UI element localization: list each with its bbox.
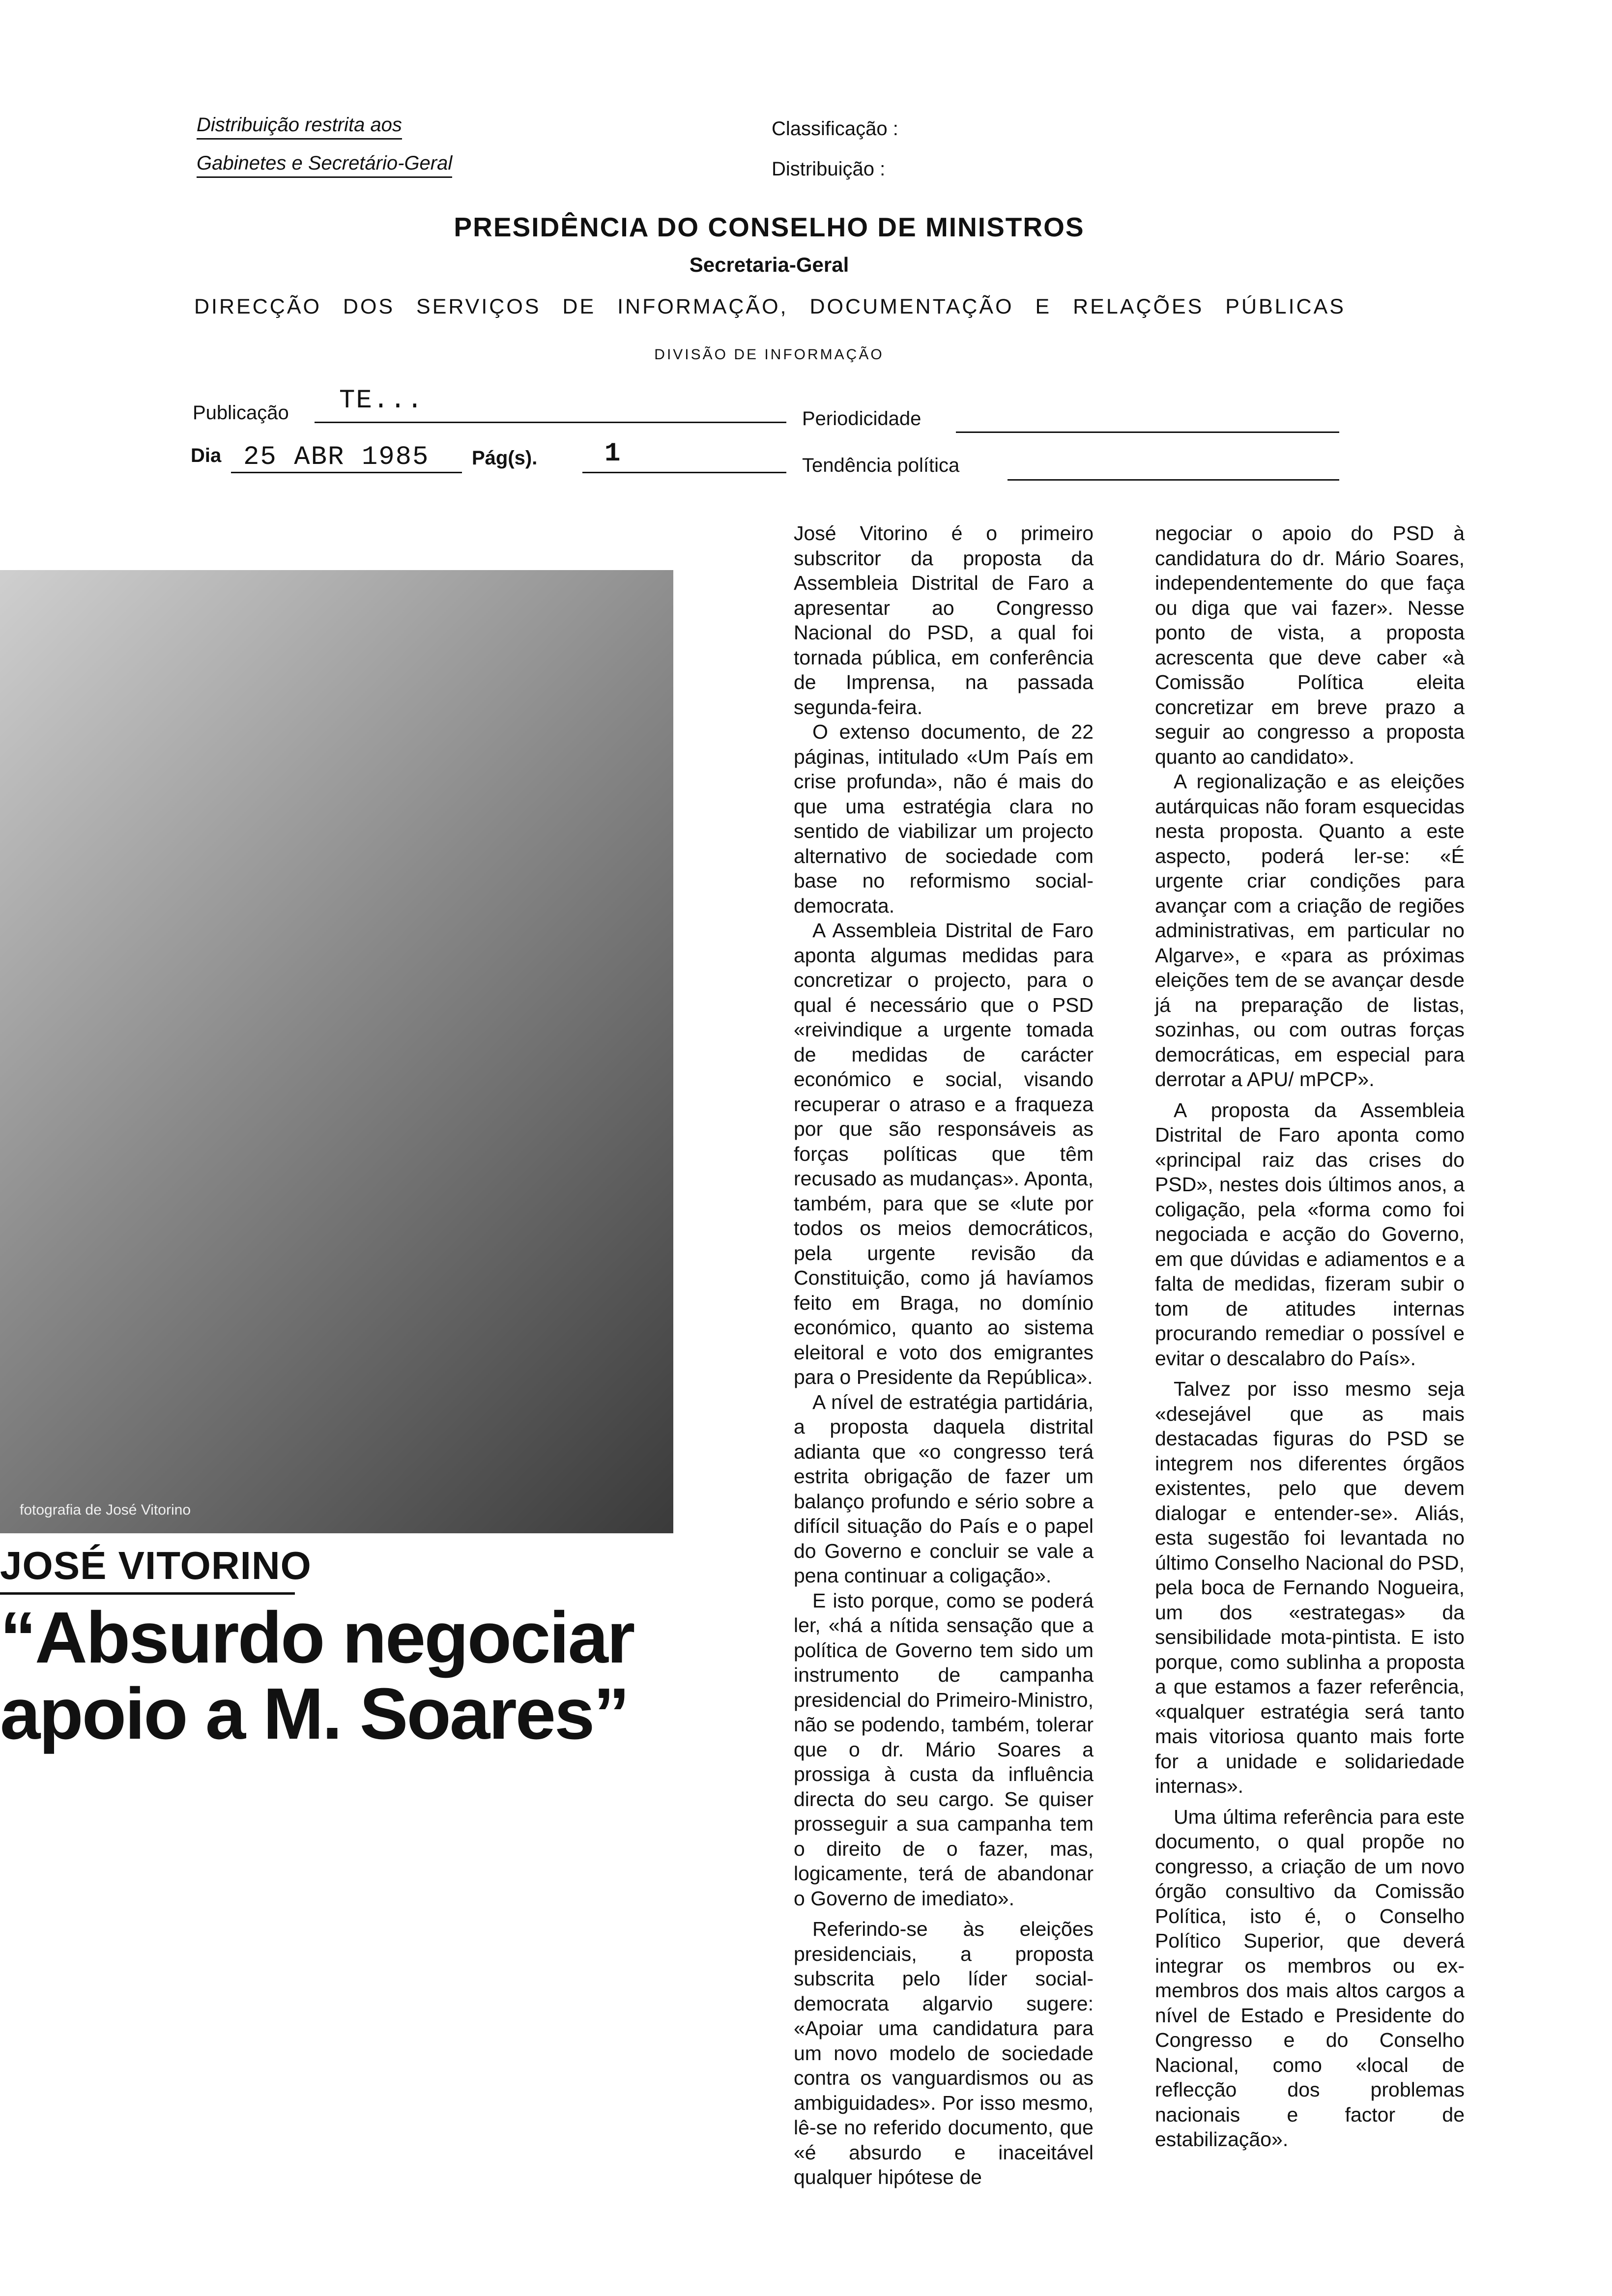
kicker-underline <box>0 1592 295 1595</box>
classificacao-label: Classificação : <box>772 118 898 140</box>
dia-label: Dia <box>191 445 222 466</box>
col1-paragraph: A nível de estratégia partidária, a proposta daquela distrital adianta que «o congresso terá estrita obrigação de fazer um balanço profundo e sério sobre a difícil situação do País e o papel do Governo e concluir se vale a pena continuar a coligação». <box>794 1390 1094 1587</box>
article-kicker: JOSÉ VITORINO <box>0 1544 312 1587</box>
publicacao-line <box>315 422 786 423</box>
pags-label: Pág(s). <box>472 447 538 469</box>
headline-line-2: apoio a M. Soares” <box>0 1673 629 1754</box>
col1-paragraph: O extenso documento, de 22 páginas, intitulado «Um País em crise profunda», não é mais do que uma estratégia clara no sentido de viabilizar um projecto alternativo de sociedade com base no reformismo social-democrata. <box>794 720 1094 917</box>
col1-paragraph: José Vitorino é o primeiro subscritor da proposta da Assembleia Distrital de Faro a apresentar ao Congresso Nacional do PSD, a qual foi tornada pública, em conferência de Imprensa, na passada segunda-feira. <box>794 522 1094 718</box>
col2-paragraph: A proposta da Assembleia Distrital de Faro aponta como «principal raiz das crises do PSD», nestes dois últimos anos, a coligação, pela «forma como foi negociada e acção do Governo, em que dúvidas e adiamentos e a falta de medidas, fizeram subir o tom de atitudes internas procurando remediar o possível e evitar o descalabro do País». <box>1155 1098 1465 1370</box>
periodicidade-line <box>956 431 1339 433</box>
col2-paragraph: Uma última referência para este documento, o qual propõe no congresso, a criação de um novo órgão consultivo da Comissão Política, isto é, o Conselho Político Superior, que deverá integrar os membros ou ex-membros dos mais altos cargos a nível de Estado e Presidente do Congresso e do Conselho Nacional, como «local de reflecção dos problemas nacionais e factor de estabilização». <box>1155 1805 1465 2151</box>
page-subtitle: Secretaria-Geral <box>689 253 849 276</box>
department-line: DIRECÇÃO DOS SERVIÇOS DE INFORMAÇÃO, DOCUMENTAÇÃO E RELAÇÕES PÚBLICAS <box>194 295 1346 318</box>
col2-paragraph: negociar o apoio do PSD à candidatura do dr. Mário Soares, independentemente do que faça ou diga que vai fazer». Nesse ponto de vista, a proposta acrescenta que deve caber «à Comissão Política eleita concretizar em breve prazo a seguir ao congresso a proposta quanto ao candidato». <box>1155 522 1465 768</box>
photo-caption: fotografia de José Vitorino <box>20 1502 191 1518</box>
division-line: DIVISÃO DE INFORMAÇÃO <box>654 346 884 363</box>
publicacao-label: Publicação <box>193 402 289 424</box>
headline-line-1: “Absurdo negociar <box>0 1597 634 1678</box>
dia-value: 25 ABR 1985 <box>243 442 430 472</box>
page-title: PRESIDÊNCIA DO CONSELHO DE MINISTROS <box>454 212 1085 242</box>
portrait-photo <box>0 570 673 1533</box>
col1-paragraph: E isto porque, como se poderá ler, «há a nítida sensação que a política de Governo tem sido um instrumento de campanha presidencial do Primeiro-Ministro, não se podendo, também, tolerar que o dr. Mário Soares a prossiga à custa da influência directa do seu cargo. Se quiser prosseguir a sua campanha tem o direito de o fazer, mas, logicamente, terá de abandonar o Governo de imediato». <box>794 1589 1094 1910</box>
col1-paragraph: Referindo-se às eleições presidenciais, a proposta subscrita pelo líder social-democrata algarvio sugere: «Apoiar uma candidatura para um novo modelo de sociedade contra os vanguardismos ou as ambiguidades». Por isso mesmo, lê-se no referido documento, que «é absurdo e inaceitável qualquer hipótese de <box>794 1918 1094 2188</box>
pags-line <box>582 472 786 473</box>
tendencia-line <box>1008 479 1339 481</box>
col2-paragraph: A regionalização e as eleições autárquicas não foram esquecidas nesta proposta. Quanto a este aspecto, poderá ler-se: «É urgente criar condições para avançar com a criação de regiões administrativas, em particular no Algarve», e «para as próximas eleições tem de se avançar desde já na preparação de listas, sozinhas, ou com outras forças democráticas, em especial para derrotar a APU/ mPCP». <box>1155 770 1465 1091</box>
distribuicao-label: Distribuição : <box>772 158 886 180</box>
tendencia-label: Tendência política <box>802 455 960 476</box>
distribution-line-2: Gabinetes e Secretário-Geral <box>197 152 452 178</box>
pags-value: 1 <box>604 439 622 469</box>
periodicidade-label: Periodicidade <box>802 408 921 430</box>
distribution-line-1: Distribuição restrita aos <box>197 114 402 140</box>
article-column-2 <box>1155 521 1465 2152</box>
article-column-1 <box>794 521 1094 2190</box>
col1-paragraph: A Assembleia Distrital de Faro aponta algumas medidas para concretizar o projecto, para o qual é necessário que o PSD «reivindique a urgente tomada de medidas de carácter económico e social, visando recuperar o atraso e a fraqueza por que são responsáveis as forças políticas que têm recusado as mudanças». Aponta, também, para que se «lute por todos os meios democráticos, pela urgente revisão da Constituição, como já havíamos feito em Braga, no domínio económico, quanto ao sistema eleitoral e voto dos emigrantes para o Presidente da República». <box>794 919 1094 1388</box>
publicacao-value: TE... <box>339 386 424 416</box>
col2-paragraph: Talvez por isso mesmo seja «desejável que as mais destacadas figuras do PSD se integrem nos diferentes órgãos existentes, pelo que devem dialogar e entender-se». Aliás, esta sugestão foi levantada no último Conselho Nacional do PSD, pela boca de Fernando Nogueira, um dos «estrategas» da sensibilidade mota-pintista. E isto porque, como sublinha a proposta a que estamos a fazer referência, «qualquer estratégia será tanto mais vitoriosa quanto mais forte for a unidade e solidariedade internas». <box>1155 1378 1465 1797</box>
